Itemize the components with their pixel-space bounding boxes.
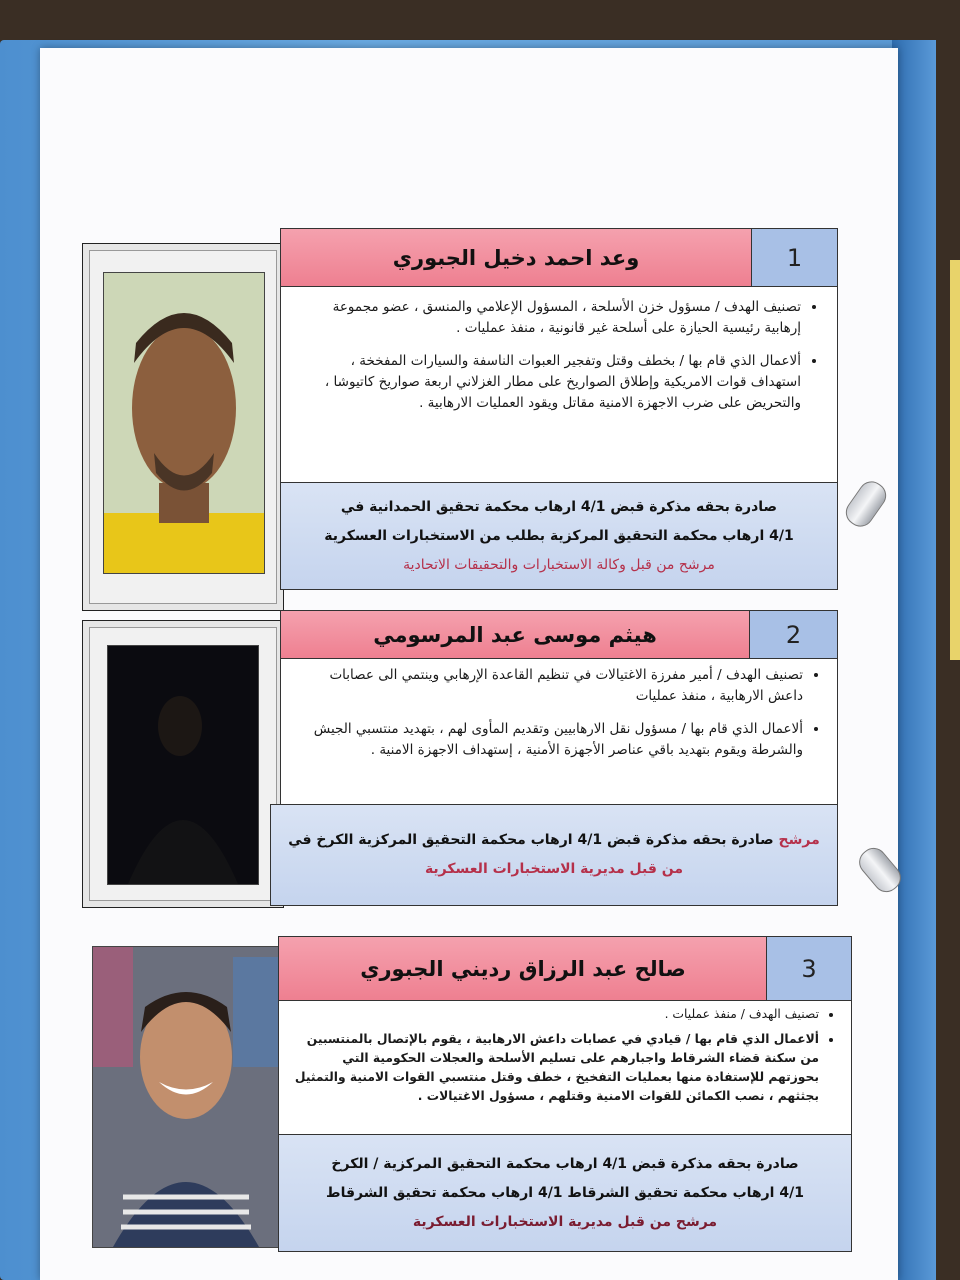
- classification-3: • تصنيف الهدف / منفذ عمليات .: [289, 1005, 819, 1024]
- binder-spine: [892, 40, 936, 1280]
- photo-frame-2: [82, 620, 284, 908]
- warrant-line-2a: مرشح صادرة بحقه مذكرة قبض 4/1 ارهاب محكمة التحقيق المركزية الكرخ في: [288, 832, 820, 848]
- classification-1: • تصنيف الهدف / مسؤول خزن الأسلحة ، المسؤول الإعلامي والمنسق ، عضو مجموعة إرهابية رئيسية الحيازة على أسلحة غير قانونية ، منفذ عمليات .: [301, 297, 801, 339]
- entry-details-2: [280, 658, 838, 806]
- entry-details-1: [280, 286, 838, 484]
- suspect-name-2: هيثم موسى عبد المرسومي: [281, 611, 749, 659]
- entry-header-3: [278, 936, 852, 1002]
- nominated-by-1: مرشح من قبل وكالة الاستخبارات والتحقيقات الاتحادية: [403, 556, 715, 573]
- acts-1: • ألاعمال الذي قام بها / بخطف وقتل وتفجير العبوات الناسفة والسيارات المفخخة ، استهداف قوات الامريكية وإطلاق الصواريخ على مطار الغزلاني اربعة صواريخ كاتيوشا ، والتحريض على ضرب الاجهزة الامنية مقاتل ويقود العمليات الارهابية .: [301, 351, 801, 414]
- entry-number-2: 2: [749, 611, 837, 659]
- acts-3: • ألاعمال الذي قام بها / قيادي في عصابات داعش الارهابية ، يقوم بالإتصال بالمنتسبين من سكنة قضاء الشرقاط واجبارهم على تسليم الأسلحة والعجلات الحكومية التي بحوزتهم للإستفادة منها بعمليات التفخيخ ، خطف وقتل منتسبي القوات الامنية والتمثيل بجثثهم ، نصب الكمائن للقوات الامنية وقتلهم ، مسؤول الاغتيالات .: [289, 1030, 819, 1106]
- entry-details-3: [278, 1000, 852, 1136]
- warrant-box-1: [280, 482, 838, 590]
- suspect-name-3: صالح عبد الرزاق رديني الجبوري: [279, 937, 767, 1001]
- warrant-line-3a: صادرة بحقه مذكرة قبض 4/1 ارهاب محكمة التحقيق المركزية / الكرخ: [331, 1155, 799, 1172]
- entry-number-3: 3: [766, 937, 851, 1001]
- warrant-line-1a: صادرة بحقه مذكرة قبض 4/1 ارهاب محكمة تحقيق الحمدانية في: [340, 498, 778, 515]
- warrant-line-1b: 4/1 ارهاب محكمة التحقيق المركزية بطلب من الاستخبارات العسكرية: [324, 527, 794, 544]
- suspect-photo-2: [107, 645, 259, 885]
- entry-header-2: [280, 610, 838, 660]
- acts-2: • ألاعمال الذي قام بها / مسؤول نقل الارهابيين وتقديم المأوى لهم ، بتهديد منتسبي الجيش والشرطة ويقوم بتهديد باقي عناصر الأجهزة الأمنية ، إستهداف الاجهزة الامنية .: [299, 719, 803, 761]
- warrant-line-3b: 4/1 ارهاب محكمة تحقيق الشرقاط 4/1 ارهاب محكمة تحقيق الشرقاط: [326, 1184, 804, 1201]
- document-page: [40, 48, 898, 1280]
- background-paper: [950, 260, 960, 660]
- classification-2: • تصنيف الهدف / أمير مفرزة الاغتيالات في تنظيم القاعدة الإرهابي وينتمي الى عصابات داعش الارهابية ، منفذ عمليات: [299, 665, 803, 707]
- suspect-photo-3: [92, 946, 280, 1248]
- entry-number-1: 1: [751, 229, 837, 287]
- warrant-box-2: [270, 804, 838, 906]
- entry-header-1: [280, 228, 838, 288]
- warrant-box-3: [278, 1134, 852, 1252]
- nominated-by-3: مرشح من قبل مديرية الاستخبارات العسكرية: [412, 1213, 718, 1230]
- suspect-name-1: وعد احمد دخيل الجبوري: [281, 229, 751, 287]
- photo-frame-1: [82, 243, 284, 611]
- suspect-photo-1: [103, 272, 265, 574]
- nominated-by-2: من قبل مديرية الاستخبارات العسكرية: [424, 861, 684, 877]
- nominated-inline-2: مرشح: [778, 832, 820, 848]
